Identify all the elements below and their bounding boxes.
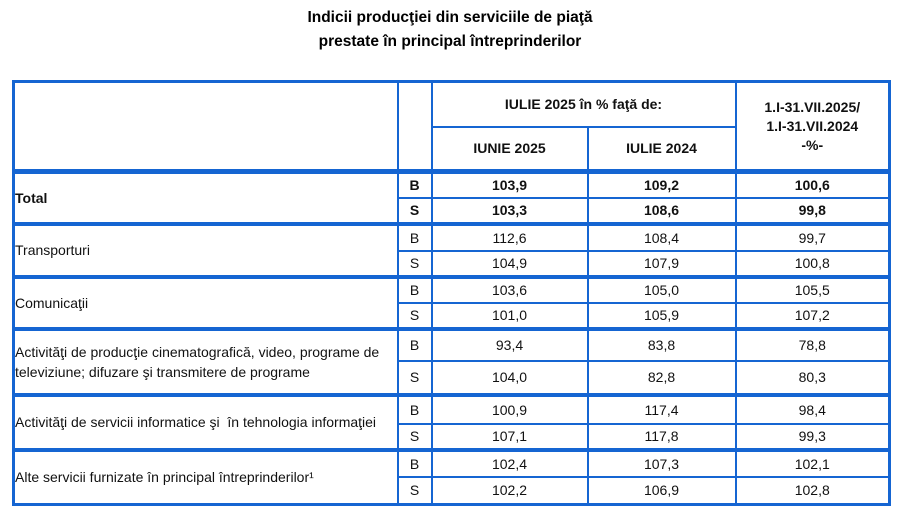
value-cell: 106,9 (588, 477, 736, 505)
table-row (14, 450, 890, 477)
indicator-s-cell: S (398, 477, 432, 505)
value-cell: 100,9 (432, 395, 588, 424)
title-line-1: Indicii producţiei din serviciile de piaţă (307, 9, 593, 26)
value-cell: 104,0 (432, 361, 588, 395)
value-cell: 99,7 (736, 224, 890, 251)
value-cell: 102,8 (736, 477, 890, 505)
category-header-empty (14, 82, 398, 172)
title-line-2: prestate în principal întreprinderilor (318, 33, 582, 51)
indicator-b-cell: B (398, 172, 432, 198)
value-cell: 98,4 (736, 395, 890, 424)
value-cell: 78,8 (736, 329, 890, 361)
table-row (14, 395, 890, 424)
header-row-group (14, 82, 890, 127)
value-cell: 99,3 (736, 424, 890, 450)
table-row (14, 277, 890, 303)
value-cell: 105,9 (588, 303, 736, 329)
indicator-s-cell: S (398, 303, 432, 329)
value-cell: 108,6 (588, 198, 736, 224)
table-row (14, 224, 890, 251)
category-cell-transporturi: Transporturi (14, 224, 398, 277)
value-cell: 107,1 (432, 424, 588, 450)
category-cell-informatice: Activităţi de servicii informatice şi în tehnologia informaţiei (14, 395, 398, 450)
value-cell: 107,3 (588, 450, 736, 477)
table-row (14, 172, 890, 198)
value-cell: 80,3 (736, 361, 890, 395)
value-cell: 101,0 (432, 303, 588, 329)
value-cell: 112,6 (432, 224, 588, 251)
value-cell: 103,6 (432, 277, 588, 303)
value-cell: 102,2 (432, 477, 588, 505)
value-cell: 102,1 (736, 450, 890, 477)
value-cell: 103,3 (432, 198, 588, 224)
value-cell: 100,8 (736, 251, 890, 277)
value-cell: 99,8 (736, 198, 890, 224)
value-cell: 104,9 (432, 251, 588, 277)
indicator-s-cell: S (398, 361, 432, 395)
page-title (0, 0, 900, 54)
period-header (736, 82, 890, 172)
category-cell-alte-servicii: Alte servicii furnizate în principal întreprinderilor¹ (14, 450, 398, 505)
period-line-3: -%- (801, 136, 824, 153)
indicator-b-cell: B (398, 224, 432, 251)
indices-table (12, 80, 891, 506)
category-cell-total: Total (14, 172, 398, 224)
value-cell: 100,6 (736, 172, 890, 198)
indicator-b-cell: B (398, 329, 432, 361)
value-cell: 117,4 (588, 395, 736, 424)
value-cell: 109,2 (588, 172, 736, 198)
period-line-2: 1.I-31.VII.2024 (766, 117, 859, 134)
value-cell: 107,2 (736, 303, 890, 329)
indicator-s-cell: S (398, 251, 432, 277)
period-line-1: 1.I-31.VII.2025/ (764, 98, 861, 115)
value-cell: 108,4 (588, 224, 736, 251)
group-header: IULIE 2025 în % faţă de: (432, 82, 736, 127)
value-cell: 105,5 (736, 277, 890, 303)
value-cell: 83,8 (588, 329, 736, 361)
value-cell: 103,9 (432, 172, 588, 198)
category-cell-comunicatii: Comunicaţii (14, 277, 398, 329)
value-cell: 82,8 (588, 361, 736, 395)
category-cell-cinematografica: Activităţi de producţie cinematografică, video, programe de televiziune; difuzare şi transmitere de programe (14, 329, 398, 395)
value-cell: 117,8 (588, 424, 736, 450)
indicator-s-cell: S (398, 424, 432, 450)
table-row (14, 329, 890, 361)
column-header-iulie-2024: IULIE 2024 (588, 127, 736, 172)
indicator-header-empty (398, 82, 432, 172)
value-cell: 105,0 (588, 277, 736, 303)
indicator-b-cell: B (398, 277, 432, 303)
value-cell: 107,9 (588, 251, 736, 277)
column-header-iunie-2025: IUNIE 2025 (432, 127, 588, 172)
value-cell: 93,4 (432, 329, 588, 361)
indicator-s-cell: S (398, 198, 432, 224)
value-cell: 102,4 (432, 450, 588, 477)
indicator-b-cell: B (398, 450, 432, 477)
indicator-b-cell: B (398, 395, 432, 424)
